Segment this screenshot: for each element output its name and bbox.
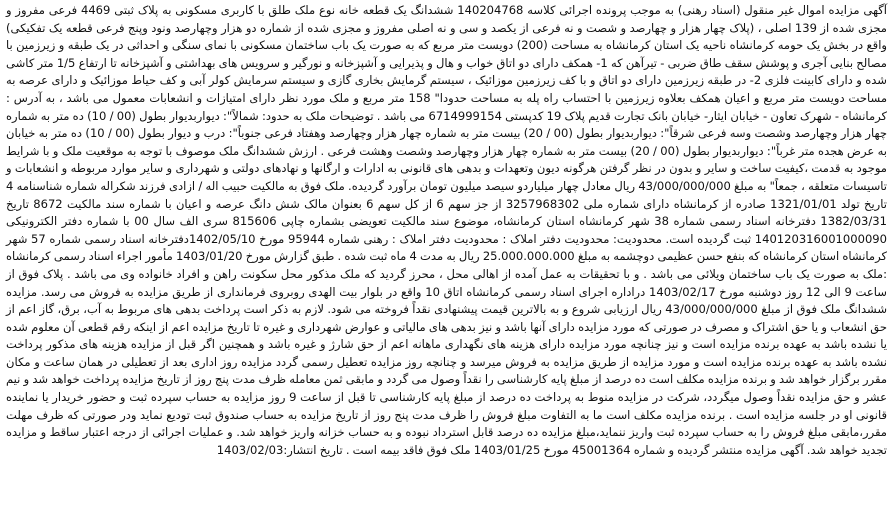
auction-notice-text: آگهی مزایده اموال غیر منقول (اسناد رهنی) به موجب پرونده اجرائی کلاسه 140204768 ششدانگ یک قطعه خانه نوع ملک طلق با کاربری مسکونی به پلاک ثبتی 4469 فرعی مفروز و مجزی شده از 139 اصلی ، (پلاک چهار هزار و چهارصد و شصت و نه فرعی از یکصد و سی و نه اصلی مفروز و مجزی شده از شماره دو هزار وچهارصد ونود وپنج فرعی قطعه یک تفکیکی) واقع در بخش یک حومه کرمانشاه ناحیه یک استان کرمانشاه به مساحت (200) دویست متر مربع که به صورت یک باب ساختمان مسکونی با نمای سنگی و احداثی در یک طبقه و زیرزمین با مصالح بنایی آجری و پوشش سقف طاق ضربی - تیرآهن که 1- همکف دارای دو اتاق خواب و هال و پذیرایی و آشپزخانه و نورگیر و سرویس های بهداشتی و آشپزخانه تا ارتفاع 1/5 متر کاشی شده و دارای کابینت فلزی 2- در طبقه زیرزمین دارای دو اتاق و با کف زیرزمین موزائیک ، سیستم گرمایش بخاری گازی و سیستم سرمایش کولر آبی و کف حیاط موزائیک و دارای عرصه به مساحت دویست متر مربع و اعیان همکف بعلاوه زیرزمین با احتساب راه پله به مساحت حدودا" 158 متر مربع و ملک مورد نظر دارای امتیازات و انشعابات معمول می باشد ، به آدرس : کرمانشاه - شهرک تعاون - خیابان ایثار- خیابان بانک تجارت قدیم پلاک 19 کدپستی 6714999154 می باشد . توضیحات ملک به حدود: شمالاً": دیواربدیوار بطول (00 / 10) ده متر به شماره چهار هزار وچهارصد وشصت وسه فرعی شرقاً": دیواربدیوار بطول (00 / 20) بیست متر به شماره چهار هزار وچهارصد وهفتاد فرعی جنوباً": درب و دیوار بطول (00 / 10) ده متر به خیابان به عرض هجده متر غرباً": دیواربدیوار بطول (00 / 20) بیست متر به شماره چهار هزار وچهارصد وشصت وهشت فرعی . ارزش ششدانگ ملک موصوف با توجه به موقعیت ملک و با شرایط موجود به قدمت ،کیفیت ساخت و سایر و بدون در نظر گرفتن هرگونه دیون وتعهدات و بدهی های قانونی به ادارات و ارگانها و نهادهای دولتی و شهرداری و سایر موارد مربوطه و انشعابات و تاسیسات متعلقه ، جمعاً" به مبلغ 43/000/000/000 ریال معادل چهار میلیاردو سیصد میلیون تومان برآورد گردیده. ملک فوق به مالکیت حبیب اله / ازادی فرزند شکراله شماره شناسنامه 4 تاریخ تولد 1321/01/01 صادره از کرمانشاه دارای شماره ملی 3257968302 از جز سهم 6 از کل سهم 6 بعنوان مالک شش دانگ عرصه و اعیان با شماره سند مالکیت 8672 تاریخ 1382/03/31 دفترخانه اسناد رسمی شماره 38 شهر کرمانشاه استان کرمانشاه، موضوع سند مالکیت تعویضی بشماره چاپی 815606 سری الف سال 00 با شماره دفتر الکترونیکی 140120316001000090 ثبت گردیده است. محدودیت: محدودیت دفتر املاک : محدودیت دفتر املاک : رهنی شماره 95944 مورخ 1402/05/10دفترخانه اسناد رسمی شماره 57 شهر کرمانشاه استان کرمانشاه که بنفع حسن عظیمی دوچشمه به مبلغ 25.000.000.000 ریال به مدت 4 ماه ثبت شده . طبق گزارش مورخ 1403/01/20 مأمور اجراء اسناد رسمی کرمانشاه :ملک به صورت یک باب ساختمان ویلائی می باشد . و با تحقیقات به عمل آمده از اهالی محل ، محرز گردید که ملک مذکور محل سکونت راهن و افراد خانواده وی می باشد . پلاک فوق از ساعت 9 الی 12 روز دوشنبه مورخ 1403/02/17 دراداره اجرای اسناد رسمی کرمانشاه اتاق 10 واقع در بلوار بیت الهدی روبروی فرمانداری از طریق مزایده به فروش می رسد. مزایده ششدانگ ملک فوق از مبلغ 43/000/000/000 ریال ارزیابی شروع و به بالاترین قیمت پیشنهادی نقداً فروخته می شود. لازم به ذکر است پرداخت بدهی های مربوط به آب، برق، گاز اعم از حق انشعاب و یا حق اشتراک و مصرف در صورتی که مورد مزایده دارای آنها باشد و نیز بدهی های مالیاتی و عوارض شهرداری و غیره تا تاریخ مزایده اعم از اینکه رقم قطعی آن معلوم شده یا نشده باشد به عهده برنده مزایده است و نیز چنانچه مورد مزایده دارای هزینه های نگهداری ماهانه اعم از حق شارژ و غیره باشد و همچنین اگر قبل از مزایده هزینه های مذکور پرداخت نشده باشد به عهده برنده مزایده است و مورد مزایده از طریق مزایده به فروش میرسد و چنانچه روز مزایده تعطیل رسمی گردد مزایده روز اداری بعد از تعطیلی در همان ساعت و مکان مقرر برگزار خواهد شد و برنده مزایده مکلف است ده درصد از مبلغ پایه کارشناسی را نقداً وصول می گردد و مابقی ثمن معامله ظرف مدت پنج روز از تاریخ مزایده پرداخت خواهد شد و نیم عشر و حق مزایده نقداً وصول میگردد، شرکت در مزایده منوط به پرداخت ده درصد از مبلغ پایه کارشناسی تا قبل از ساعت 9 روز مزایده به حساب سپرده ثبت و حضور خریدار یا نماینده قانونی او در جلسه مزایده است . برنده مزایده مکلف است ما به التفاوت مبلغ فروش را ظرف مدت پنج روز از تاریخ مزایده به حساب صندوق ثبت تودیع نماید ودر صورتی که ظرف مهلت مقرر،مابقی مبلغ فروش را به حساب سپرده ثبت واریز ننماید،مبلغ مزایده ده درصد قابل استرداد نبوده و به حساب خزانه واریز خواهد شد. و عملیات اجرائی از درجه اعتبار ساقط و مزایده تجدید خواهد شد. آگهی مزایده منتشر گردیده و شماره 45001364 مورخ 1403/01/25 ملک فوق فاقد بیمه است . تاریخ انتشار:1403/02/03 bbox=[6, 3, 888, 457]
